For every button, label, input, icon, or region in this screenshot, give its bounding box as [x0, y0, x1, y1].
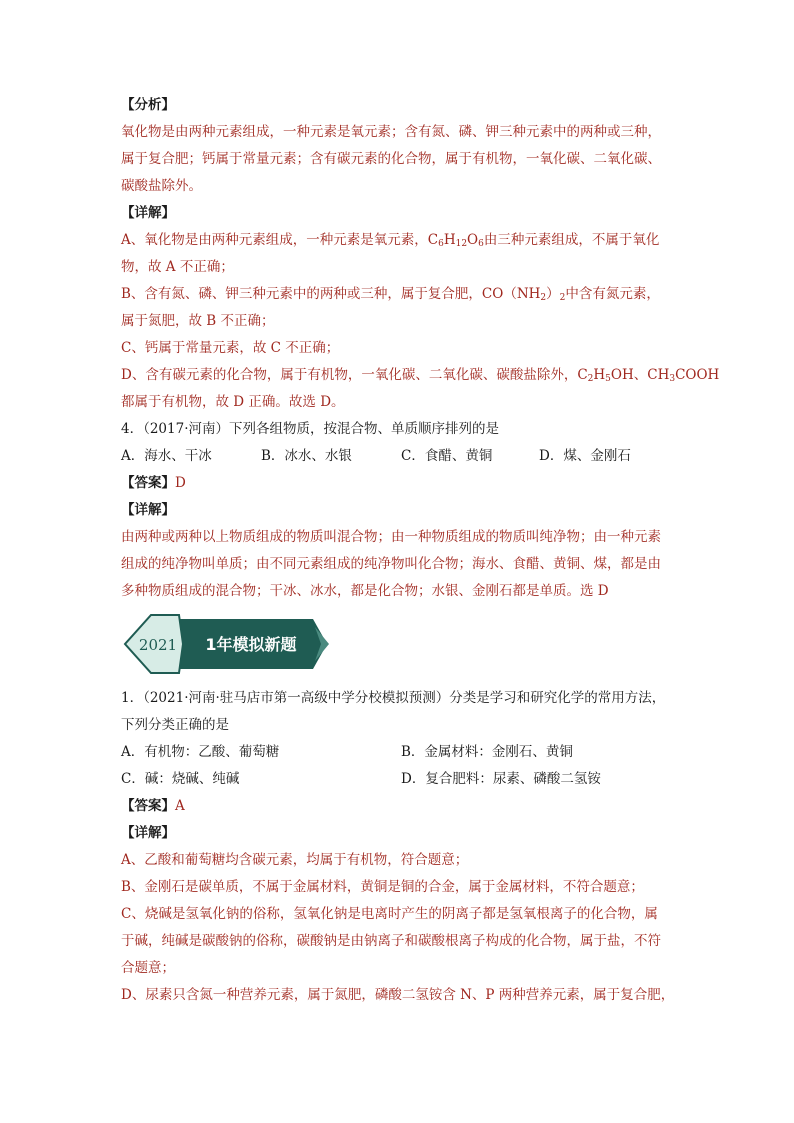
detail-line-d: D、含有碳元素的化合物，属于有机物，一氧化碳、二氧化碳、碳酸盐除外，$C_2H_5OH$、$CH_3COOH$: [121, 367, 720, 384]
detail-tag: 【详解】: [121, 205, 175, 221]
detail-line: 于碱，纯碱是碳酸钠的俗称，碳酸钠是由钠离子和碳酸根离子构成的化合物，属于盐，不符: [121, 933, 661, 949]
detail-line: C、钙属于常量元素，故 C 不正确；: [121, 340, 340, 356]
option-c: C．食醋、黄铜: [401, 448, 493, 464]
document-page: [121, 92, 720, 1009]
detail-tag: 【详解】: [121, 502, 175, 518]
section-banner: [121, 613, 681, 675]
option-row: [121, 739, 681, 766]
detail-line: 组成的纯净物叫单质；由不同元素组成的纯净物叫化合物；海水、食醋、黄铜、煤，都是由: [121, 556, 661, 572]
option-b: B．冰水、水银: [261, 448, 352, 464]
analysis-tag: 【分析】: [121, 97, 175, 113]
detail-line-b: B、含有氮、磷、钾三种元素中的两种或三种，属于复合肥，$CO(NH_2)_2$中含有氮元素，: [121, 286, 660, 303]
detail-tag: 【详解】: [121, 825, 175, 841]
detail-line: 多种物质组成的混合物；干冰、冰水，都是化合物；水银、金刚石都是单质。选 D: [121, 583, 609, 599]
detail-line: C、烧碱是氢氧化钠的俗称，氢氧化钠是电离时产生的阴离子都是氢氧根离子的化合物，属: [121, 906, 658, 922]
banner-year: 2021: [138, 636, 178, 654]
answer-value: D: [175, 475, 186, 491]
analysis-line: 属于复合肥；钙属于常量元素；含有碳元素的化合物，属于有机物，一氧化碳、二氧化碳、: [121, 151, 661, 167]
answer-line: [121, 793, 681, 820]
banner-label: 1年模拟新题: [205, 635, 297, 654]
option-row: [121, 766, 681, 793]
answer-tag: 【答案】: [121, 475, 175, 491]
option-row: [121, 443, 681, 470]
analysis-line: 碳酸盐除外。: [121, 178, 202, 194]
option-d: D．复合肥料：尿素、磷酸二氢铵: [401, 771, 601, 787]
detail-line: 合题意；: [121, 960, 175, 976]
banner-graphic: [121, 613, 341, 675]
answer-value: A: [175, 798, 185, 814]
detail-line: 都属于有机物，故 D 正确。故选 D。: [121, 394, 345, 410]
option-d: D．煤、金刚石: [539, 448, 631, 464]
answer-tag: 【答案】: [121, 798, 175, 814]
detail-line-a: A、氧化物是由两种元素组成，一种元素是氧元素，$C_6H_{12}O_6$由三种元素组成，不属于氧化: [121, 232, 660, 249]
answer-line: [121, 470, 681, 497]
question-stem: 1．（2021·河南·驻马店市第一高级中学分校模拟预测）分类是学习和研究化学的常用方法，: [121, 690, 666, 706]
question-stem: 下列分类正确的是: [121, 717, 229, 733]
analysis-line: 氧化物是由两种元素组成，一种元素是氧元素；含有氮、磷、钾三种元素中的两种或三种，: [121, 124, 661, 140]
detail-line: B、金刚石是碳单质，不属于金属材料，黄铜是铜的合金，属于金属材料，不符合题意；: [121, 879, 644, 895]
detail-line: 物，故 A 不正确；: [121, 259, 234, 275]
detail-line: 属于氮肥，故 B 不正确；: [121, 313, 275, 329]
option-c: C．碱：烧碱、纯碱: [121, 771, 240, 787]
detail-line: D、尿素只含氮一种营养元素，属于氮肥，磷酸二氢铵含 N、P 两种营养元素，属于复合肥，: [121, 987, 675, 1003]
question-stem: 4．（2017·河南）下列各组物质，按混合物、单质顺序排列的是: [121, 421, 499, 437]
option-a: A．海水、干冰: [121, 448, 212, 464]
detail-line: A、乙酸和葡萄糖均含碳元素，均属于有机物，符合题意；: [121, 852, 469, 868]
detail-line: 由两种或两种以上物质组成的物质叫混合物；由一种物质组成的物质叫纯净物；由一种元素: [121, 529, 661, 545]
option-a: A．有机物：乙酸、葡萄糖: [121, 744, 280, 760]
option-b: B．金属材料：金刚石、黄铜: [401, 744, 573, 760]
